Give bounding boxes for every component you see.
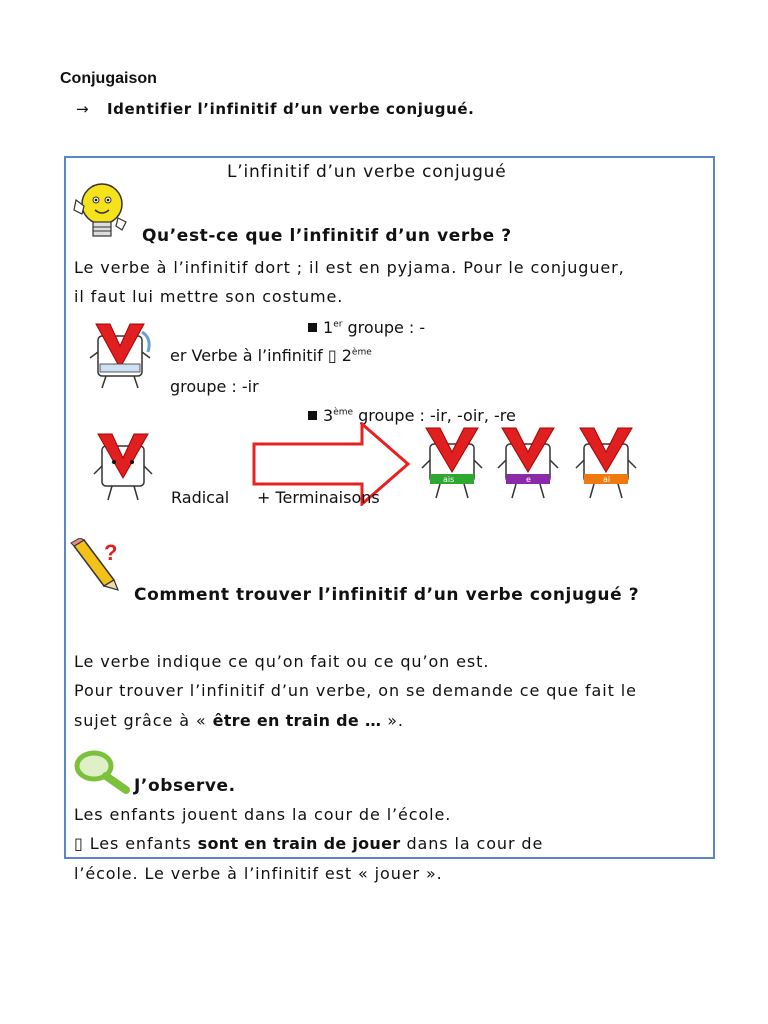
box-title: L’infinitif d’un verbe conjugué xyxy=(227,162,507,182)
para-2-line-3 xyxy=(74,711,404,730)
group-2-text: er Verbe à l’infinitif ▯ 2 xyxy=(170,346,352,365)
observe-line-2-bold: sont en train de jouer xyxy=(197,834,401,853)
mascot-e xyxy=(498,428,558,498)
group-3-sup: ème xyxy=(333,407,354,418)
pencil-question-icon xyxy=(70,538,126,592)
group-1-sup: er xyxy=(333,319,343,330)
conjugated-mascots xyxy=(420,424,646,504)
group-1-number: 1 xyxy=(323,318,334,337)
group-3-number: 3 xyxy=(323,406,334,425)
observe-line-2-pre: ▯ Les enfants xyxy=(74,834,198,853)
bullet-icon xyxy=(308,323,317,332)
observe-line-2 xyxy=(74,834,543,853)
para-1-line-2: il faut lui mettre son costume. xyxy=(74,287,344,306)
observe-line-2-post: dans la cour de xyxy=(400,834,544,853)
belt-e: e xyxy=(526,475,531,484)
para-2-line-2: Pour trouver l’infinitif d’un verbe, on se demande ce que fait le xyxy=(74,681,637,700)
radical-label: Radical xyxy=(171,488,230,507)
observe-line-3: l’école. Le verbe à l’infinitif est « jouer ». xyxy=(74,864,443,883)
mascot-ai xyxy=(576,428,636,498)
para-1-line-1: Le verbe à l’infinitif dort ; il est en pyjama. Pour le conjuguer, xyxy=(74,258,625,277)
belt-ai: ai xyxy=(603,475,611,484)
observe-line-1: Les enfants jouent dans la cour de l’école. xyxy=(74,805,452,824)
section-title: Conjugaison xyxy=(60,70,157,87)
verb-mascot-icon xyxy=(88,318,158,394)
terminaisons-label: + Terminaisons xyxy=(257,488,380,507)
para-2-line-3-post: ». xyxy=(381,711,404,730)
svg-text:?: ? xyxy=(104,540,118,565)
question-1: Qu’est-ce que l’infinitif d’un verbe ? xyxy=(142,226,512,246)
para-2-line-1: Le verbe indique ce qu’on fait ou ce qu’on est. xyxy=(74,652,490,671)
belt-ais: ais xyxy=(443,475,455,484)
group-2-sup: ème xyxy=(351,347,372,358)
observe-heading: J’observe. xyxy=(134,776,236,796)
para-2-line-3-pre: sujet grâce à « xyxy=(74,711,213,730)
objective-text: Identifier l’infinitif d’un verbe conjugué. xyxy=(107,100,475,118)
lightbulb-icon xyxy=(68,178,128,244)
group-2-line-2: groupe : -ir xyxy=(170,377,259,396)
question-2: Comment trouver l’infinitif d’un verbe conjugué ? xyxy=(134,585,640,605)
magnifier-icon xyxy=(74,750,130,794)
bullet-icon xyxy=(308,411,317,420)
para-2-line-3-bold: être en train de … xyxy=(212,711,382,730)
group-1-label: groupe : - xyxy=(342,318,426,337)
radical-mascot-icon xyxy=(92,428,154,504)
mascot-ais xyxy=(422,428,482,498)
group-2 xyxy=(170,346,372,365)
group-1 xyxy=(308,318,425,337)
group-3-label: groupe : -ir, -oir, -re xyxy=(353,406,516,425)
objective-arrow: → xyxy=(76,100,90,118)
